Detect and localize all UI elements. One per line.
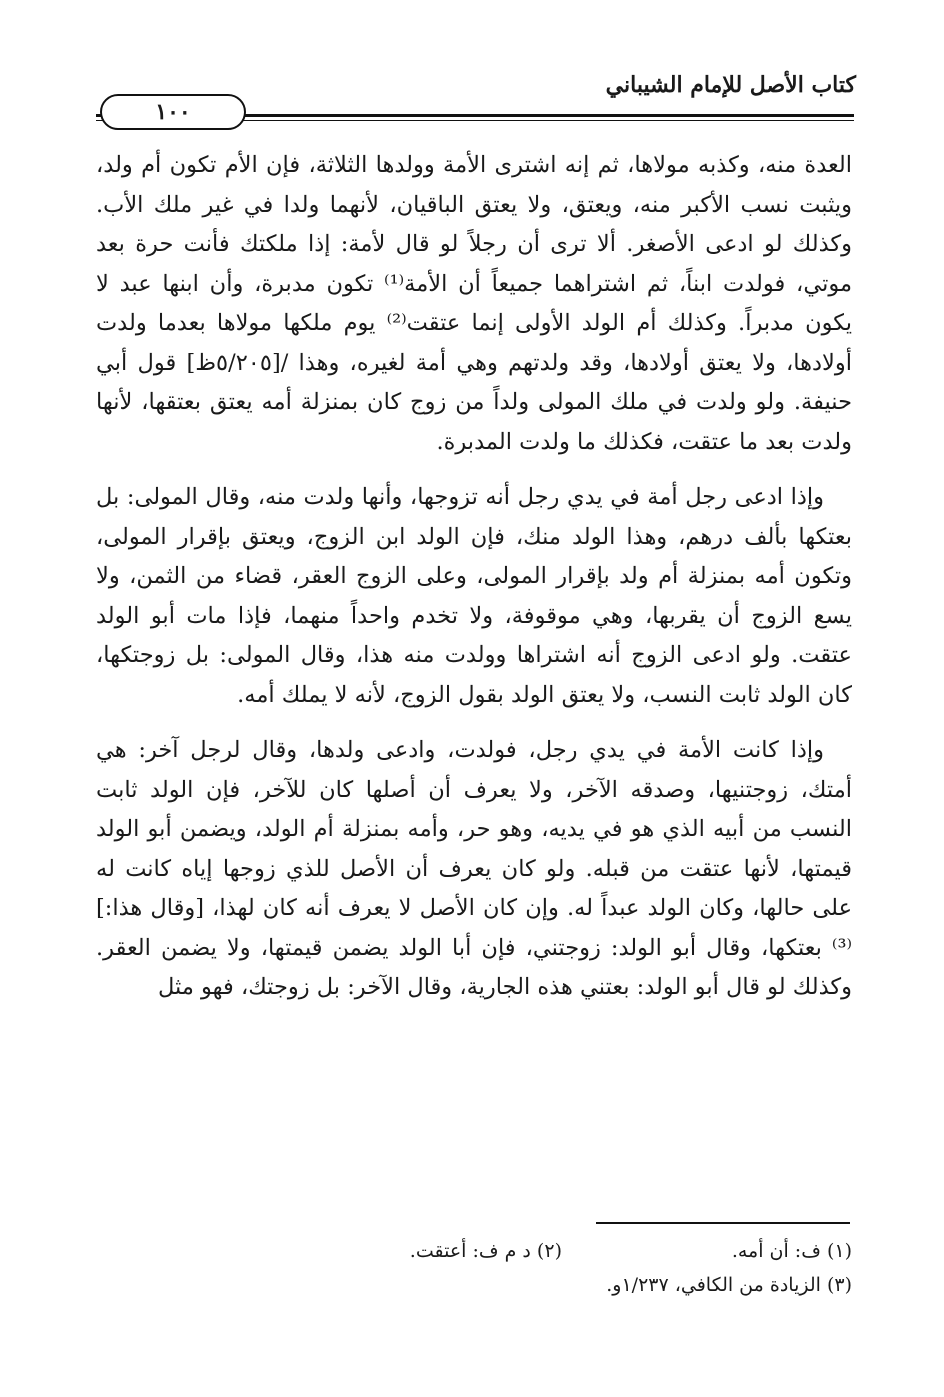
footnote-2: (٢) د م ف: أعتقت.: [409, 1240, 562, 1262]
page-number: ١٠٠: [100, 94, 246, 130]
main-text: [96, 146, 852, 1008]
paragraph: وإذا كانت الأمة في يدي رجل، فولدت، وادعى ولدها، وقال لرجل آخر: هي أمتك، زوجتنيها، وصدقه الآخر، ولا يعرف أن أصلها كان للآخر، فإن الولد ثابت النسب من أبيه الذي هو في يديه، وهو حر، وأمه بمنزلة أم الولد، ويضمن أبو الولد قيمتها، لأنها عتقت من قبله. ولو كان يعرف أن الأصل للذي زوجها إياه كانت له على حالها، وكان الولد عبداً له. وإن كان الأصل لا يعرف أنه كان لهذا، [وقال هذا:]⁽³⁾ بعتكها، وقال أبو الولد: زوجتني، فإن أبا الولد يضمن قيمتها، ولا يضمن العقر. وكذلك لو قال أبو الولد: بعتني هذه الجارية، وقال الآخر: بل زوجتك، فهو مثل: [96, 737, 852, 1000]
footnote-row: [96, 1234, 852, 1268]
footnote-3: (٣) الزيادة من الكافي، ١/٢٣٧و.: [606, 1274, 852, 1296]
book-title: كتاب الأصل للإمام الشيباني: [605, 72, 856, 98]
footnotes: [96, 1234, 852, 1302]
footnote-separator: [596, 1222, 850, 1224]
paragraph: العدة منه، وكذبه مولاها، ثم إنه اشترى الأمة وولدها الثلاثة، فإن الأم تكون أم ولد، ويثبت نسب الأكبر منه، ويعتق، ولا يعتق الباقيان، لأنهما ولدا في غير ملك الأب. وكذلك لو ادعى الأصغر. ألا ترى أن رجلاً لو قال لأمة: إذا ملكتك فأنت حرة بعد موتي، فولدت ابناً، ثم اشتراهما جميعاً أن الأمة⁽¹⁾ تكون مدبرة، وأن ابنها عبد لا يكون مدبراً. وكذلك أم الولد الأولى إنما عتقت⁽²⁾ يوم ملكها مولاها بعدما ولدت أولادها، ولا يعتق أولادها، وقد ولدتهم وهي أمة لغيره، وهذا /[٥/٢٠٥ظ] قول أبي حنيفة. ولو ولدت في ملك المولى ولداً من زوج كان بمنزلة أمه يعتق بعتقها، لأنها ولدت بعد ما عتقت، فكذلك ما ولدت المدبرة.: [96, 152, 853, 455]
footnote-row: [96, 1268, 852, 1302]
paragraph: وإذا ادعى رجل أمة في يدي رجل أنه تزوجها، وأنها ولدت منه، وقال المولى: بل بعتكها بألف درهم، وهذا الولد منك، فإن الولد ابن الزوج، ويعتق بإقرار المولى، وتكون أمه بمنزلة أم ولد بإقرار المولى، وعلى الزوج العقر، قضاء من الثمن، ولا يسع الزوج أن يقربها، وهي موقوفة، ولا تخدم واحداً منهما، فإذا مات أبو الولد عتقت. ولو ادعى الزوج أنه اشتراها وولدت منه هذا، وقال المولى: بل زوجتكها، كان الولد ثابت النسب، ولا يعتق الولد بقول الزوج، لأنه لا يملك أمه.: [96, 484, 852, 708]
footnote-1: (١) ف: أن أمه.: [731, 1240, 852, 1262]
